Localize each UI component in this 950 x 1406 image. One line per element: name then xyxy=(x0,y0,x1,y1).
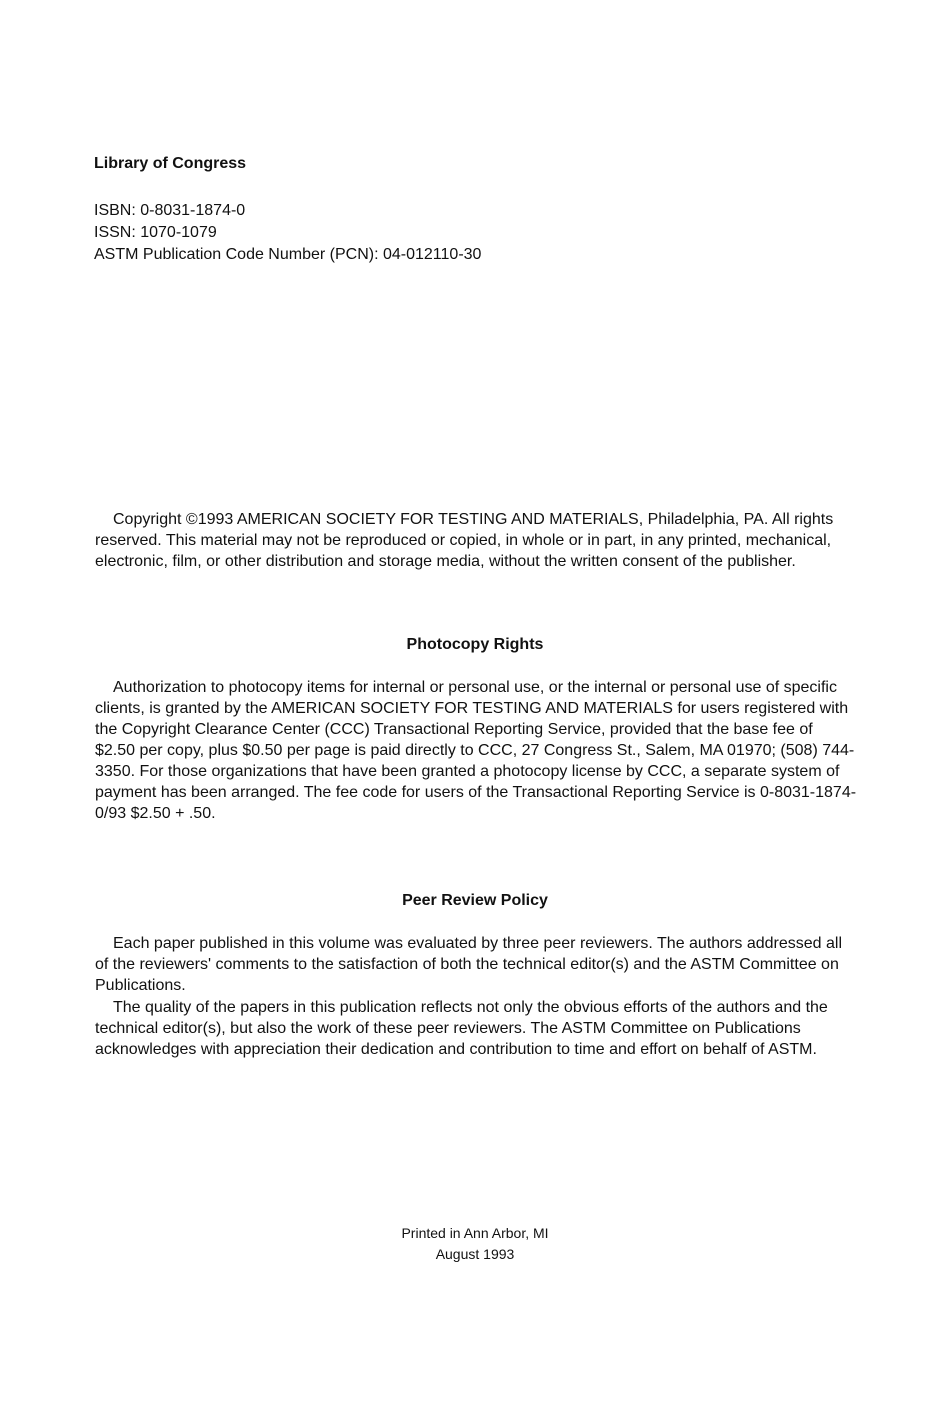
isbn-line: ISBN: 0-8031-1874-0 xyxy=(94,202,246,219)
pcn-line: ASTM Publication Code Number (PCN): 04-012110-30 xyxy=(94,246,482,263)
issn-line: ISSN: 1070-1079 xyxy=(94,224,217,241)
peer-review-title: Peer Review Policy xyxy=(402,892,548,909)
photocopy-rights-body: Authorization to photocopy items for internal or personal use, or the internal or personal use of specific clients, is granted by the AMERICAN SOCIETY FOR TESTING AND MATERIALS for users registered with the Copyright Clearance Center (CCC) Transactional Reporting Service, provided that the base fee of $2.50 per copy, plus $0.50 per page is paid directly to CCC, 27 Congress St., Salem, MA 01970; (508) 744-3350. For those organizations that have been granted a photocopy license by CCC, a separate system of payment has been arranged. The fee code for users of the Transactional Reporting Service is 0-8031-1874-0/93 $2.50 + .50. xyxy=(95,679,857,822)
identifier-block xyxy=(94,200,481,266)
printed-location: Printed in Ann Arbor, MI xyxy=(401,1225,549,1241)
peer-review-paragraph-2: The quality of the papers in this publication reflects not only the obvious efforts of the authors and the technical editor(s), but also the work of these peer reviewers. The ASTM Committee on Publications acknowledges with appreciation their dedication and contribution to time and effort on behalf of ASTM. xyxy=(95,999,828,1058)
printed-date: August 1993 xyxy=(435,1246,515,1262)
library-of-congress-heading: Library of Congress xyxy=(94,155,247,172)
printed-info xyxy=(0,1223,950,1265)
copyright-notice: Copyright ©1993 AMERICAN SOCIETY FOR TESTING AND MATERIALS, Philadelphia, PA. All rights reserved. This material may not be reproduced or copied, in whole or in part, in any printed, mechanical, electronic, film, or other distribution and storage media, without the written consent of the publisher. xyxy=(95,511,834,570)
peer-review-paragraph-1: Each paper published in this volume was evaluated by three peer reviewers. The authors addressed all of the reviewers' comments to the satisfaction of both the technical editor(s) and the ASTM Committee on Publications. xyxy=(95,935,843,994)
photocopy-rights-title: Photocopy Rights xyxy=(406,636,544,653)
